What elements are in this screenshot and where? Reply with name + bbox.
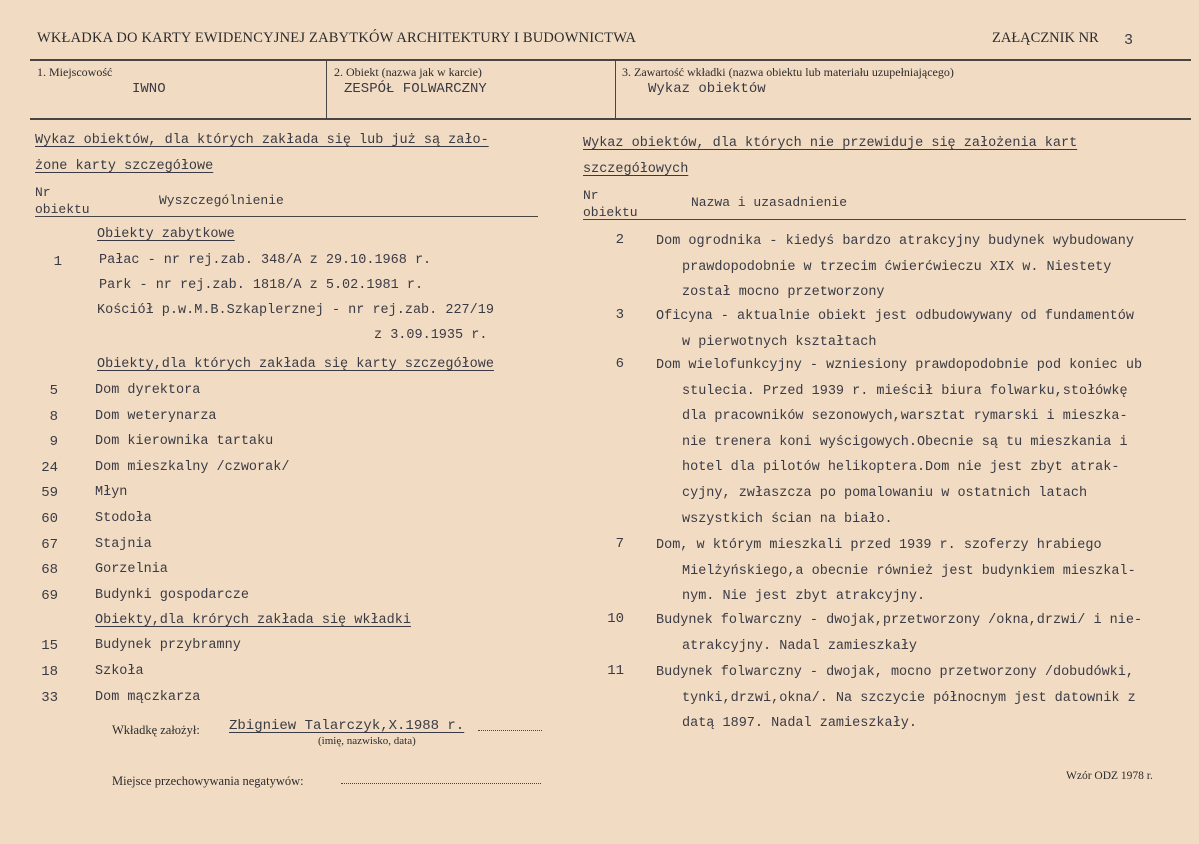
entry-line: Oficyna - aktualnie obiekt jest odbudowywany od fundamentów <box>656 309 1134 324</box>
object-number: 5 <box>49 383 58 399</box>
field-divider <box>615 61 616 118</box>
object-number: 11 <box>607 663 624 679</box>
entry-line: Dom ogrodnika - kiedyś bardzo atrakcyjny budynek wybudowany <box>656 234 1134 249</box>
object-number: 7 <box>615 536 624 552</box>
left-section-monuments: Obiekty zabytkowe <box>97 227 235 242</box>
right-heading-line1: Wykaz obiektów, dla których nie przewiduje się założenia kart <box>583 136 1078 151</box>
object-number: 9 <box>49 434 58 451</box>
left-col-nr: Nr <box>35 185 51 200</box>
object-number: 18 <box>41 664 58 680</box>
object-number: 60 <box>41 511 58 527</box>
object-number: 67 <box>41 536 58 553</box>
right-col-desc: Nazwa i uzasadnienie <box>691 195 848 210</box>
field-content-value: Wykaz obiektów <box>648 81 766 97</box>
header-bottom-rule <box>30 118 1191 120</box>
form-title: WKŁADKA DO KARTY EWIDENCYJNEJ ZABYTKÓW ARCHITEKTURY I BUDOWNICTWA <box>37 30 637 46</box>
object-number: 8 <box>49 408 58 425</box>
right-col-nr-2: obiektu <box>583 205 638 220</box>
object-number: 6 <box>615 356 624 372</box>
founder-hint: (imię, nazwisko, data) <box>318 735 416 747</box>
list-item: Dom weterynarza <box>95 408 217 424</box>
founder-value: Zbigniew Talarczyk,X.1988 r. <box>229 718 465 734</box>
field-object-value: ZESPÓŁ FOLWARCZNY <box>344 81 487 97</box>
form-pattern: Wzór ODZ 1978 r. <box>1066 770 1153 782</box>
entry-line: tynki,drzwi,okna/. Na szczycie północnym jest datownik z <box>682 690 1136 706</box>
list-item: Dom mączkarza <box>95 690 201 705</box>
entry-line: Mielżyńskiego,a obecnie również jest budynkiem mieszkal- <box>682 563 1136 579</box>
list-item: Budynek przybramny <box>95 638 241 653</box>
field-object-label: 2. Obiekt (nazwa jak w karcie) <box>334 65 482 79</box>
list-item: Park - nr rej.zab. 1818/A z 5.02.1981 r. <box>99 278 424 293</box>
entry-line: dla pracowników sezonowych,warsztat rymarski i mieszka- <box>682 409 1128 425</box>
object-number: 15 <box>41 638 58 654</box>
object-number: 69 <box>41 587 58 604</box>
list-item: Szkoła <box>95 664 144 679</box>
annex-label: ZAŁĄCZNIK NR <box>992 30 1099 46</box>
list-item: z 3.09.1935 r. <box>374 328 488 343</box>
object-number: 1 <box>53 254 62 270</box>
right-col-nr: Nr <box>583 188 599 203</box>
list-item: Gorzelnia <box>95 562 168 578</box>
entry-line: nym. Nie jest zbyt atrakcyjny. <box>682 589 926 605</box>
field-locality-value: IWNO <box>132 81 166 97</box>
list-item: Młyn <box>95 485 128 501</box>
entry-line: Budynek folwarczny - dwojak, mocno przetworzony /dobudówki, <box>656 665 1134 680</box>
left-heading-line1: Wykaz obiektów, dla których zakłada się lub już są zało- <box>35 133 489 148</box>
annex-number: 3 <box>1124 32 1134 49</box>
left-section-detailed-cards: Obiekty,dla których zakłada się karty szczegółowe <box>97 357 494 372</box>
field-divider <box>326 61 327 118</box>
list-item: Dom dyrektora <box>95 383 201 398</box>
list-item: Budynki gospodarcze <box>95 587 249 603</box>
list-item: Stodoła <box>95 511 152 526</box>
list-item: Dom kierownika tartaku <box>95 434 274 450</box>
list-item: Kościół p.w.M.B.Szkaplerznej - nr rej.zab. 227/19 <box>97 303 494 318</box>
object-number: 10 <box>607 611 624 627</box>
entry-line: Dom wielofunkcyjny - wzniesiony prawdopodobnie pod koniec ub <box>656 358 1143 373</box>
list-item: Pałac - nr rej.zab. 348/A z 29.10.1968 r. <box>99 253 432 268</box>
entry-line: atrakcyjny. Nadal zamieszkały <box>682 638 917 654</box>
object-number: 33 <box>41 690 58 706</box>
entry-line: cyjny, zwłaszcza po pomalowaniu w ostatnich latach <box>682 486 1088 501</box>
entry-line: wszystkich ścian na biało. <box>682 511 893 527</box>
left-col-desc: Wyszczególnienie <box>159 193 284 208</box>
negatives-label: Miejsce przechowywania negatywów: <box>112 774 304 788</box>
negatives-dotline <box>341 783 541 784</box>
left-col-nr-2: obiektu <box>35 202 90 217</box>
entry-line: został mocno przetworzony <box>682 285 885 301</box>
object-number: 3 <box>615 307 624 323</box>
entry-line: hotel dla pilotów helikoptera.Dom nie jest zbyt atrak- <box>682 460 1120 476</box>
right-heading-line2: szczegółowych <box>583 162 689 177</box>
entry-line: prawdopodobnie w trzecim ćwierćwieczu XIX w. Niestety <box>682 259 1112 275</box>
right-header-rule <box>583 219 1186 220</box>
founder-label: Wkładkę założył: <box>112 723 200 737</box>
entry-line: w pierwotnych kształtach <box>682 334 877 350</box>
field-content-label: 3. Zawartość wkładki (nazwa obiektu lub materiału uzupełniającego) <box>622 65 954 79</box>
entry-line: Dom, w którym mieszkali przed 1939 r. szoferzy hrabiego <box>656 538 1102 553</box>
founder-dotline <box>478 730 542 731</box>
entry-line: Budynek folwarczny - dwojak,przetworzony /okna,drzwi/ i nie- <box>656 613 1143 628</box>
field-locality-label: 1. Miejscowość <box>37 65 113 79</box>
object-number: 24 <box>41 459 58 476</box>
left-heading-line2: żone karty szczegółowe <box>35 159 214 174</box>
entry-line: nie trenera koni wyścigowych.Obecnie są tu mieszkania i <box>682 434 1128 450</box>
entry-line: datą 1897. Nadal zamieszkały. <box>682 716 917 732</box>
left-section-inserts: Obiekty,dla krórych zakłada się wkładki <box>95 613 411 628</box>
object-number: 68 <box>41 562 58 579</box>
object-number: 59 <box>41 485 58 502</box>
list-item: Dom mieszkalny /czworak/ <box>95 459 290 475</box>
left-header-rule <box>35 216 538 217</box>
header-top-rule <box>30 59 1191 61</box>
entry-line: stulecia. Przed 1939 r. mieścił biura folwarku,stołówkę <box>682 383 1128 399</box>
list-item: Stajnia <box>95 536 152 552</box>
object-number: 2 <box>615 232 624 248</box>
